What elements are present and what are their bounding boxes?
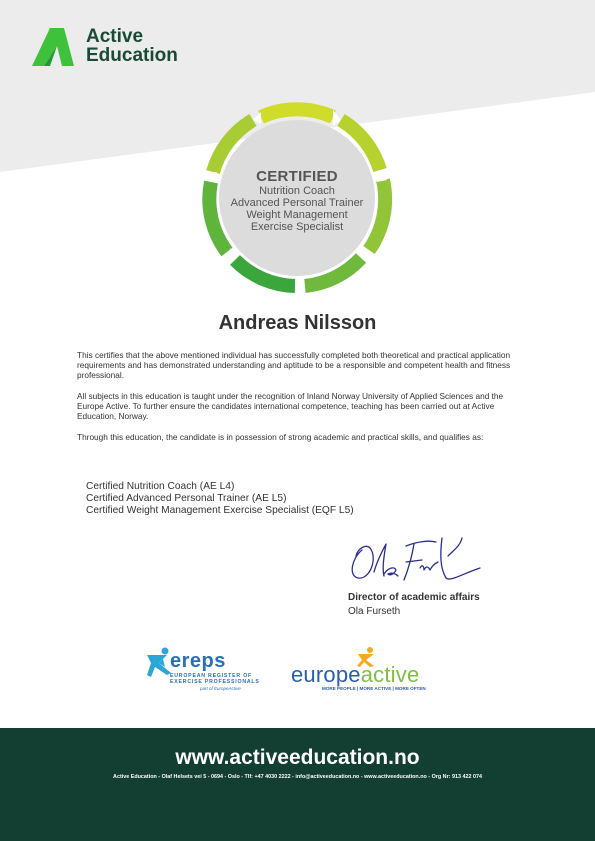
footer-band bbox=[0, 728, 595, 841]
qualification-item: Certified Nutrition Coach (AE L4) bbox=[86, 481, 235, 492]
badge-line: Advanced Personal Trainer bbox=[230, 197, 364, 209]
body-paragraph-1: This certifies that the above mentioned individual has successfully completed both theoretical and practical application requirements and has demonstrated understanding and aptitude to be a responsible and competent health and fitness professional. bbox=[77, 350, 511, 380]
active-education-logo-icon bbox=[30, 24, 78, 68]
recipient-name: Andreas Nilsson bbox=[218, 312, 377, 334]
footer-address: Active Education - Olaf Helsets vei 5 - 0694 - Oslo - Tlf: +47 4030 2222 - info@activeeducation.no - www.activeeducation.no - Org Nr: 913 422 074 bbox=[113, 774, 482, 780]
signatory-name: Ola Furseth bbox=[348, 606, 401, 617]
logo-line-1: Active bbox=[86, 26, 144, 47]
logo-wordmark bbox=[86, 27, 178, 65]
signatory-role: Director of academic affairs bbox=[348, 592, 480, 603]
europeactive-wordmark bbox=[291, 662, 419, 688]
ereps-wordmark: ereps bbox=[170, 650, 226, 672]
body-paragraph-2: All subjects in this education is taught under the recognition of Inland Norway University of Applied Sciences and the Europe Active. To further ensure the candidates international competence, teaching has been carried out at Active Education, Norway. bbox=[77, 391, 504, 421]
certificate-body bbox=[77, 350, 521, 453]
europeactive-tagline: MORE PEOPLE | MORE ACTIVE | MORE OFTEN bbox=[322, 686, 426, 691]
qualifications-list bbox=[86, 481, 354, 517]
footer-website: www.activeeducation.no bbox=[175, 746, 420, 769]
logo-line-2: Education bbox=[86, 45, 178, 66]
ereps-subtitle bbox=[170, 673, 260, 685]
ereps-part-of: part of EuropeActive bbox=[200, 686, 241, 691]
handwritten-signature-icon bbox=[344, 528, 484, 588]
badge-title: CERTIFIED bbox=[256, 168, 338, 185]
badge-line: Nutrition Coach bbox=[259, 185, 335, 197]
badge-line: Exercise Specialist bbox=[250, 221, 344, 233]
active-education-logo bbox=[30, 24, 178, 68]
body-paragraph-3: Through this education, the candidate is in possession of strong academic and practical skills, and qualifies as: bbox=[77, 432, 484, 442]
qualification-item: Certified Advanced Personal Trainer (AE L5) bbox=[86, 493, 287, 504]
europeactive-word-europe: europe bbox=[291, 662, 361, 687]
ereps-subtitle-line: EUROPEAN REGISTER OF bbox=[170, 673, 253, 679]
qualification-item: Certified Weight Management Exercise Specialist (EQF L5) bbox=[86, 505, 354, 516]
europeactive-word-active: active bbox=[360, 662, 420, 687]
ereps-subtitle-line: EXERCISE PROFESSIONALS bbox=[170, 679, 260, 685]
badge-text bbox=[199, 168, 395, 233]
badge-line: Weight Management bbox=[246, 209, 348, 221]
